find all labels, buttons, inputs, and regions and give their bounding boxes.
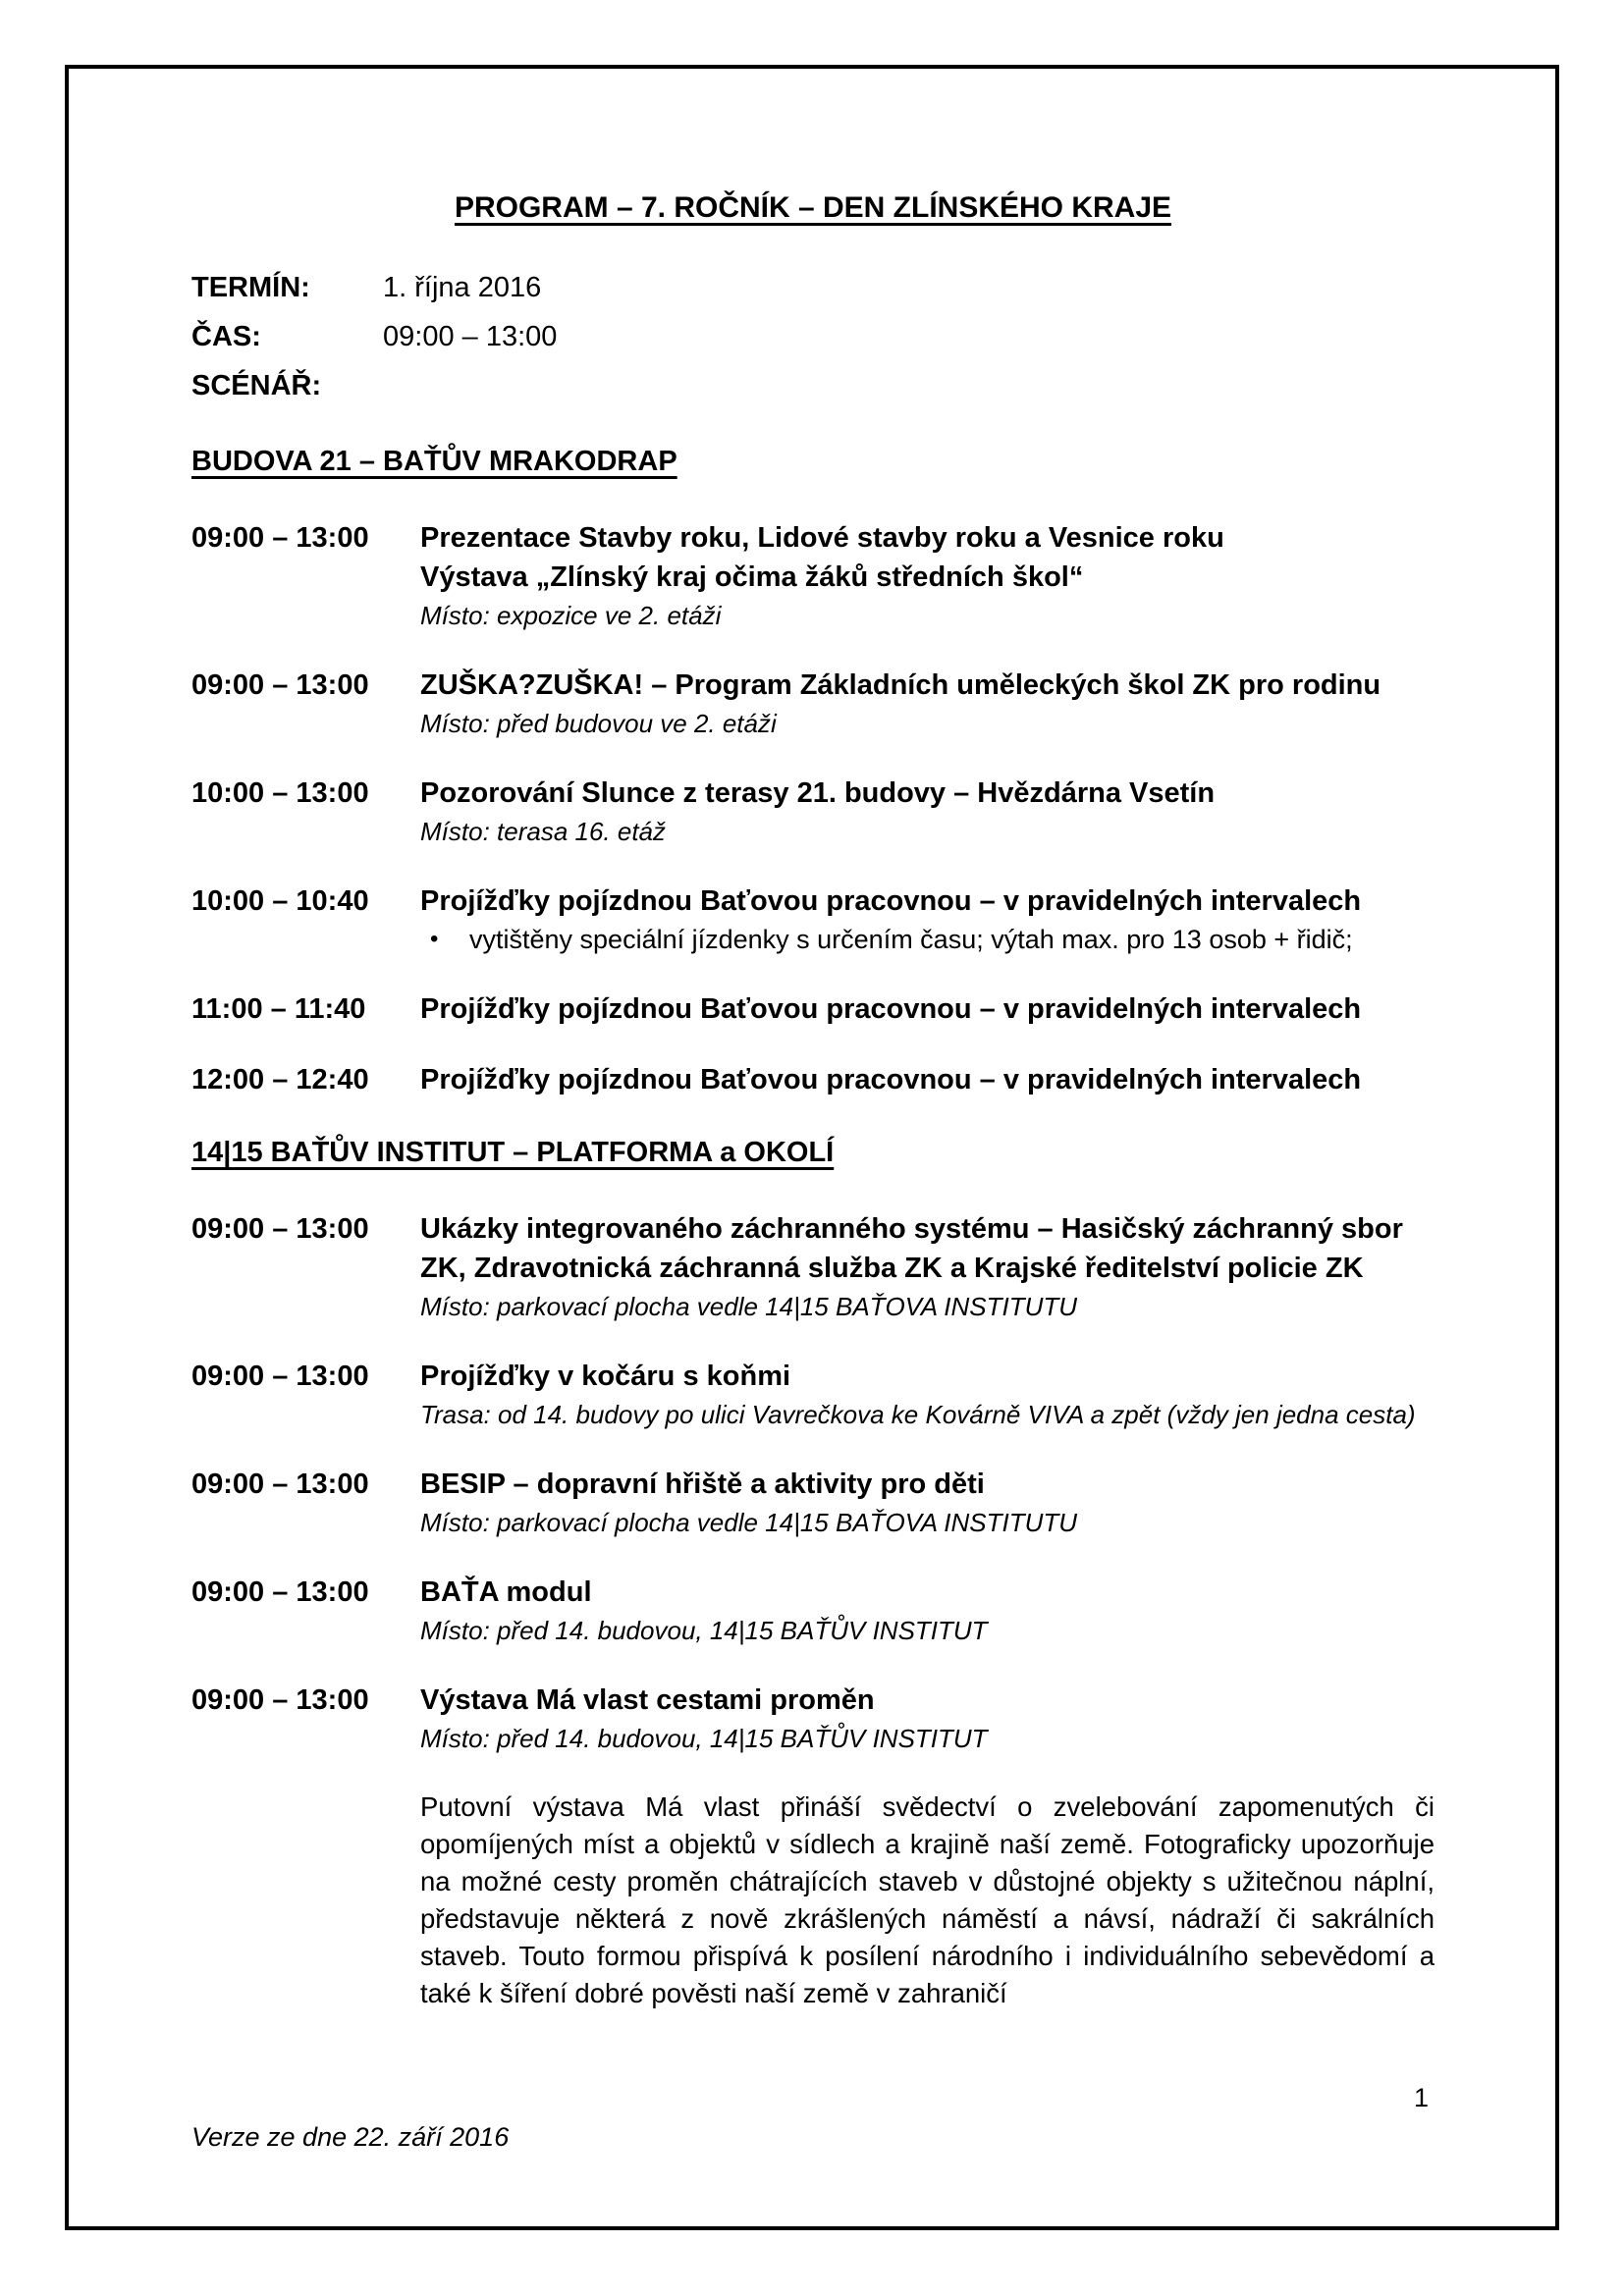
entry-time: 10:00 – 13:00 [191, 777, 369, 809]
schedule-entry [191, 1209, 1435, 1325]
schedule-entry [191, 881, 1435, 958]
schedule-entry [191, 1573, 1435, 1649]
section-heading: 14|15 BAŤŮV INSTITUT – PLATFORMA a OKOLÍ [191, 1137, 835, 1168]
entry-body [420, 1465, 1435, 1541]
entry-title: Ukázky integrovaného záchranného systému – Hasičský záchranný sbor [420, 1213, 1403, 1245]
schedule-entry [191, 989, 1435, 1029]
description-paragraph: Putovní výstava Má vlast přináší svědectví o zvelebování zapomenutých či opomíjených míst a objektů v sídlech a krajině naší země. Fotograficky upozorňuje na možné cesty proměn chátrajících staveb v důstojné objekty s užitečnou náplní, představuje některá z nově zkrášlených náměstí a návsí, nádraží či sakrálních staveb. Touto formou přispívá k posílení národního i individuálního sebevědomí a také k šíření dobré pověsti naší země v zahraničí [420, 1791, 1435, 2008]
schedule-entry [191, 1465, 1435, 1541]
meta-label: SCÉNÁŘ: [191, 370, 322, 401]
page-number: 1 [1414, 2083, 1430, 2112]
meta-label: ČAS: [191, 321, 261, 352]
entry-time: 09:00 – 13:00 [191, 1468, 369, 1500]
entry-title: Projížďky pojízdnou Baťovou pracovnou – v pravidelných intervalech [420, 885, 1362, 917]
entry-note: Místo: parkovací plocha vedle 14|15 BAŤOVA INSTITUTU [420, 1292, 1078, 1321]
entry-title: Projížďky pojízdnou Baťovou pracovnou – v pravidelných intervalech [420, 1064, 1362, 1095]
entry-title: Projížďky pojízdnou Baťovou pracovnou – v pravidelných intervalech [420, 993, 1362, 1025]
meta-value: 1. října 2016 [383, 272, 542, 303]
meta-value [383, 361, 1435, 410]
section-batuv-institut [191, 1131, 1435, 1757]
entry-time: 09:00 – 13:00 [191, 1576, 369, 1608]
meta-row-termin [191, 263, 1435, 312]
entry-note: Místo: parkovací plocha vedle 14|15 BAŤOVA INSTITUTU [420, 1508, 1078, 1537]
page-title: PROGRAM – 7. ROČNÍK – DEN ZLÍNSKÉHO KRAJE [454, 191, 1172, 224]
document-content [191, 188, 1435, 2012]
entry-body [420, 1060, 1435, 1099]
entry-title: ZUŠKA?ZUŠKA! – Program Základních uměleckých škol ZK pro rodinu [420, 669, 1381, 701]
entry-time: 12:00 – 12:40 [191, 1064, 369, 1095]
entry-body [420, 666, 1435, 742]
entry-title: Výstava Má vlast cestami proměn [420, 1684, 875, 1716]
schedule-entry [191, 1060, 1435, 1099]
entry-time: 09:00 – 13:00 [191, 1684, 369, 1716]
entry-body [420, 989, 1435, 1029]
version-footer: Verze ze dne 22. září 2016 [191, 2122, 510, 2152]
entry-note: Místo: před 14. budovou, 14|15 BAŤŮV INSTITUT [420, 1724, 988, 1753]
entry-time: 10:00 – 10:40 [191, 885, 369, 917]
meta-value: 09:00 – 13:00 [383, 321, 558, 352]
entry-time: 09:00 – 13:00 [191, 522, 369, 554]
meta-block [191, 263, 1435, 410]
entry-body [420, 1357, 1435, 1433]
schedule-entry [191, 518, 1435, 634]
entry-title: Výstava „Zlínský kraj očima žáků středních škol“ [420, 561, 1084, 593]
bullet-text: vytištěny speciální jízdenky s určením času; výtah max. pro 13 osob + řidič; [469, 925, 1353, 954]
section-heading: BUDOVA 21 – BAŤŮV MRAKODRAP [191, 446, 677, 477]
entry-title: Pozorování Slunce z terasy 21. budovy – Hvězdárna Vsetín [420, 777, 1216, 809]
schedule-entry [191, 774, 1435, 850]
entry-bullet-item [420, 921, 1435, 958]
entry-title: ZK, Zdravotnická záchranná služba ZK a Krajské ředitelství policie ZK [420, 1253, 1364, 1284]
entry-note: Místo: před budovou ve 2. etáži [420, 709, 777, 738]
entry-time: 09:00 – 13:00 [191, 1213, 369, 1245]
entry-body [420, 1209, 1435, 1325]
entry-body [420, 881, 1435, 958]
entry-note: Trasa: od 14. budovy po ulici Vavrečkova ke Kovárně VIVA a zpět (vždy jen jedna cesta) [420, 1400, 1416, 1429]
entry-note: Místo: před 14. budovou, 14|15 BAŤŮV INSTITUT [420, 1616, 988, 1645]
entry-note: Místo: terasa 16. etáž [420, 817, 667, 846]
entry-body [420, 1573, 1435, 1649]
schedule-entry [191, 1681, 1435, 1757]
entry-note: Místo: expozice ve 2. etáži [420, 601, 722, 630]
section-budova-21 [191, 440, 1435, 1099]
schedule-entry [191, 1357, 1435, 1433]
bullet-icon: • [430, 926, 439, 952]
meta-label: TERMÍN: [191, 272, 310, 303]
entry-title: BESIP – dopravní hřiště a aktivity pro děti [420, 1468, 985, 1500]
entry-title: Projížďky v kočáru s koňmi [420, 1361, 791, 1392]
schedule-entry [191, 666, 1435, 742]
entry-time: 09:00 – 13:00 [191, 669, 369, 701]
entry-body [420, 518, 1435, 634]
entry-title: Prezentace Stavby roku, Lidové stavby roku a Vesnice roku [420, 522, 1224, 554]
entry-time: 09:00 – 13:00 [191, 1361, 369, 1392]
entry-time: 11:00 – 11:40 [191, 993, 366, 1025]
entry-title: BAŤA modul [420, 1576, 592, 1608]
entry-body [420, 1681, 1435, 1757]
meta-row-scenar [191, 361, 1435, 410]
entry-body [420, 774, 1435, 850]
meta-row-cas [191, 312, 1435, 361]
